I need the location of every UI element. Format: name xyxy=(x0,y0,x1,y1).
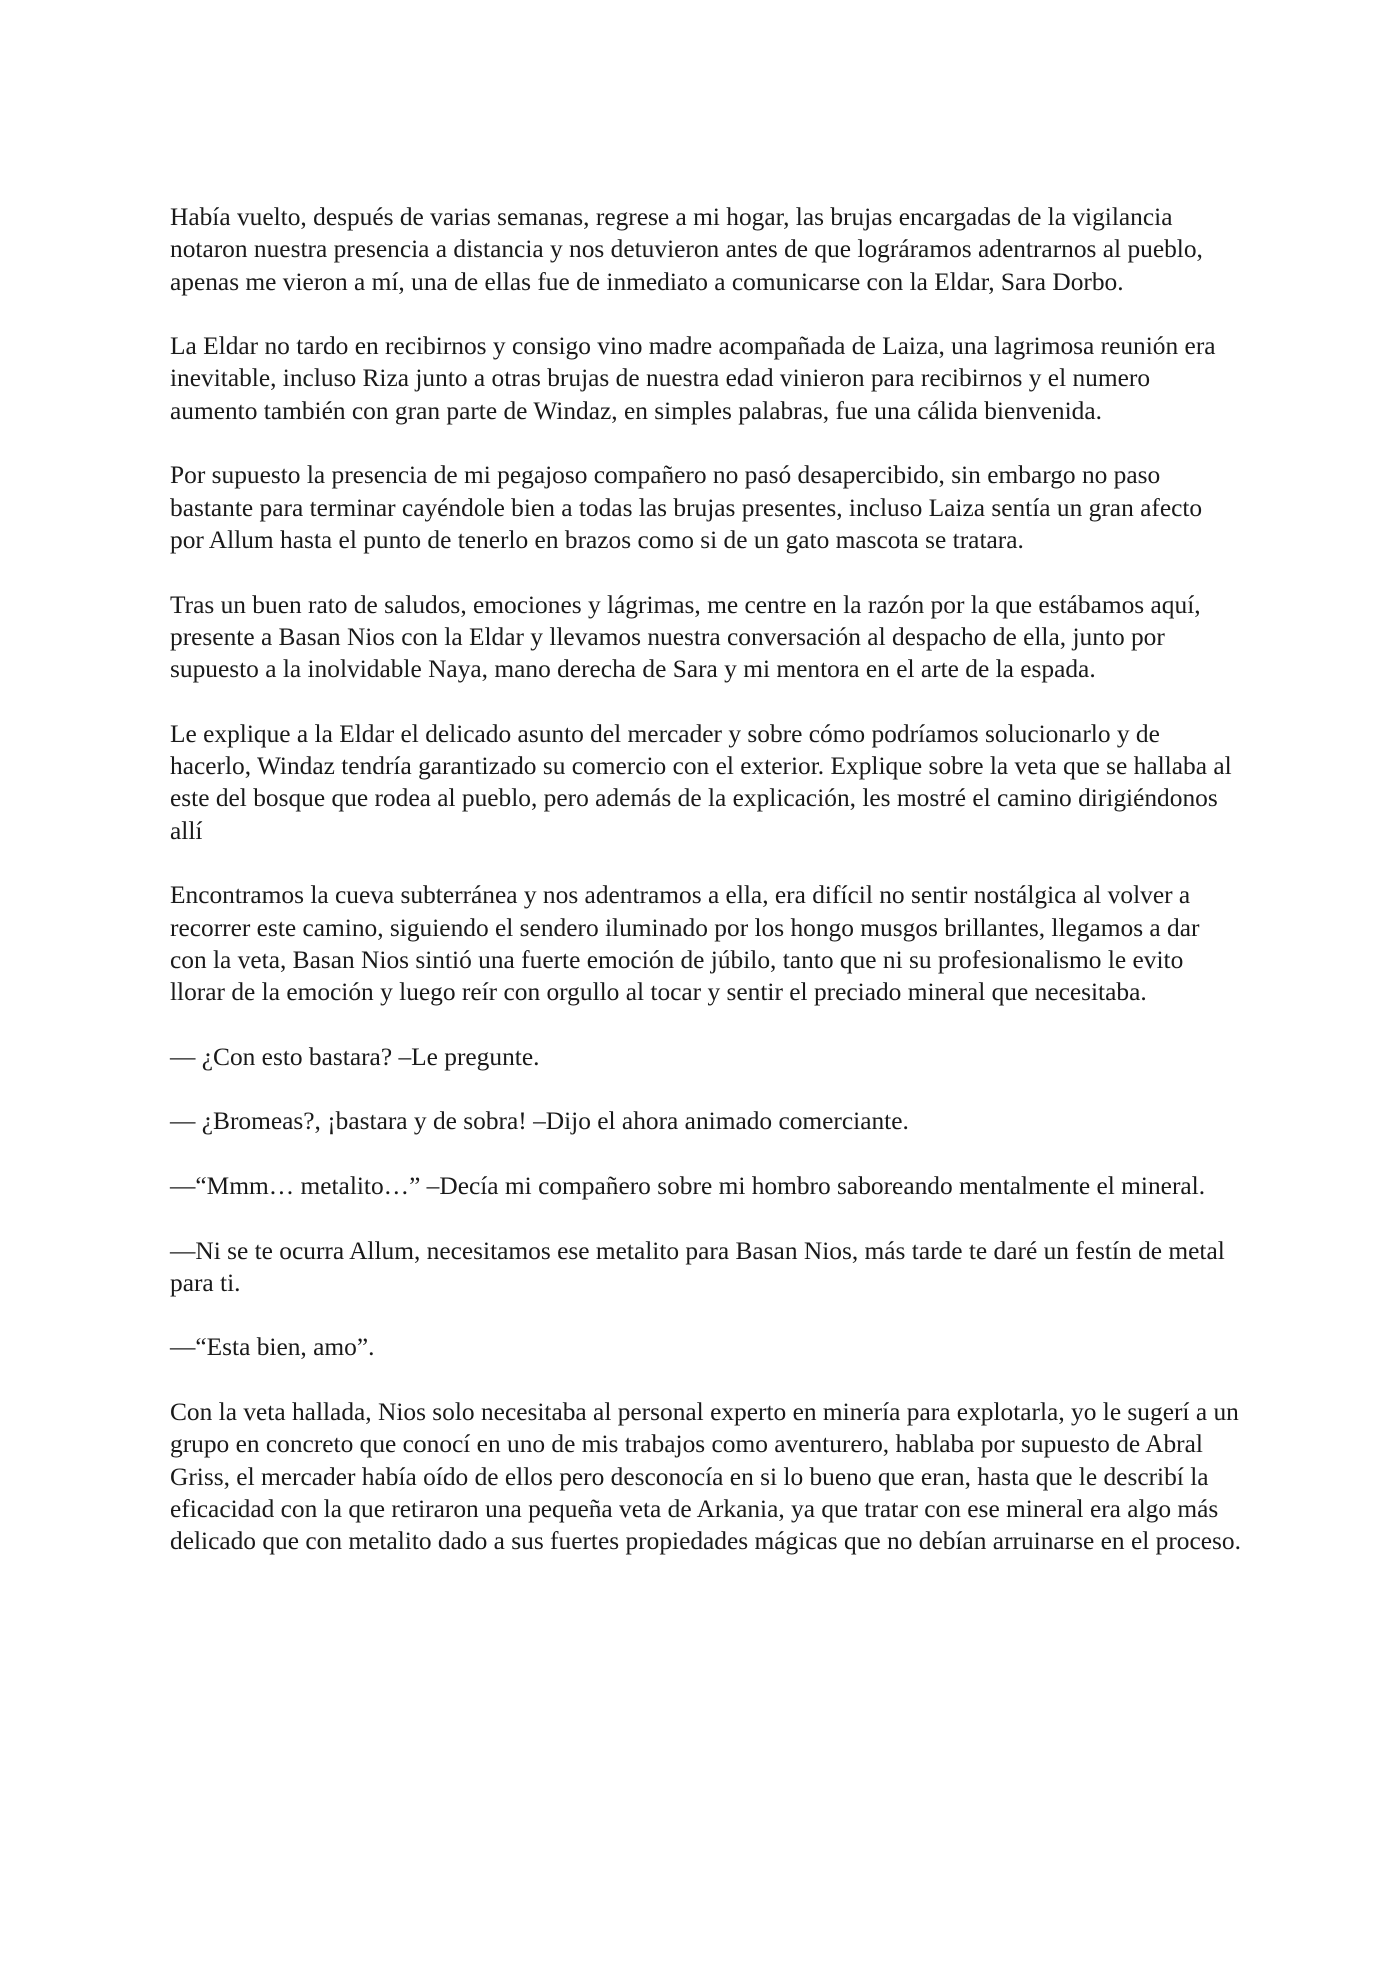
paragraph: Tras un buen rato de saludos, emociones y lágrimas, me centre en la razón por la que estábamos aquí, presente a Basan Nios con la Eldar y llevamos nuestra conversación al despacho de ella, junto por supuesto a la inolvidable Naya, mano derecha de Sara y mi mentora en el arte de la espada. xyxy=(170,590,1201,684)
paragraph: La Eldar no tardo en recibirnos y consigo vino madre acompañada de Laiza, una lagrimosa reunión era inevitable, incluso Riza junto a otras brujas de nuestra edad vinieron para recibirnos y el numero aumento también con gran parte de Windaz, en simples palabras, fue una cálida bienvenida. xyxy=(170,332,1216,425)
dialogue-line: —Ni se te ocurra Allum, necesitamos ese metalito para Basan Nios, más tarde te daré un festín de metal para ti. xyxy=(170,1236,1225,1297)
dialogue-line: —“Esta bien, amo”. xyxy=(170,1333,375,1362)
document-body xyxy=(170,201,1242,1590)
paragraph: Por supuesto la presencia de mi pegajoso compañero no pasó desapercibido, sin embargo no paso bastante para terminar cayéndole bien a todas las brujas presentes, incluso Laiza sentía un gran afecto por Allum hasta el punto de tenerlo en brazos como si de un gato mascota se tratara. xyxy=(170,461,1203,554)
paragraph: Con la veta hallada, Nios solo necesitaba al personal experto en minería para explotarla, yo le sugerí a un grupo en concreto que conocí en uno de mis trabajos como aventurero, hablaba por supuesto de Abral Griss, el mercader había oído de ellos pero desconocía en si lo bueno que eran, hasta que le describí la eficacidad con la que retiraron una pequeña veta de Arkania, ya que tratar con ese mineral era algo más delicado que con metalito dado a sus fuertes propiedades mágicas que no debían arruinarse en el proceso. xyxy=(170,1397,1241,1556)
paragraph: Había vuelto, después de varias semanas, regrese a mi hogar, las brujas encargadas de la vigilancia notaron nuestra presencia a distancia y nos detuvieron antes de que lográramos adentrarnos al pueblo, apenas me vieron a mí, una de ellas fue de inmediato a comunicarse con la Eldar, Sara Dorbo. xyxy=(170,203,1203,296)
dialogue-line: —“Mmm… metalito…” –Decía mi compañero sobre mi hombro saboreando mentalmente el mineral. xyxy=(170,1171,1206,1200)
dialogue-line: — ¿Bromeas?, ¡bastara y de sobra! –Dijo el ahora animado comerciante. xyxy=(170,1107,909,1136)
dialogue-line: — ¿Con esto bastara? –Le pregunte. xyxy=(170,1042,540,1071)
paragraph: Encontramos la cueva subterránea y nos adentramos a ella, era difícil no sentir nostálgica al volver a recorrer este camino, siguiendo el sendero iluminado por los hongo musgos brillantes, llegamos a dar con la veta, Basan Nios sintió una fuerte emoción de júbilo, tanto que ni su profesionalismo le evito llorar de la emoción y luego reír con orgullo al tocar y sentir el preciado mineral que necesitaba. xyxy=(170,881,1200,1007)
paragraph: Le explique a la Eldar el delicado asunto del mercader y sobre cómo podríamos solucionarlo y de hacerlo, Windaz tendría garantizado su comercio con el exterior. Explique sobre la veta que se hallaba al este del bosque que rodea al pueblo, pero además de la explicación, les mostré el camino dirigiéndonos allí xyxy=(170,719,1232,845)
